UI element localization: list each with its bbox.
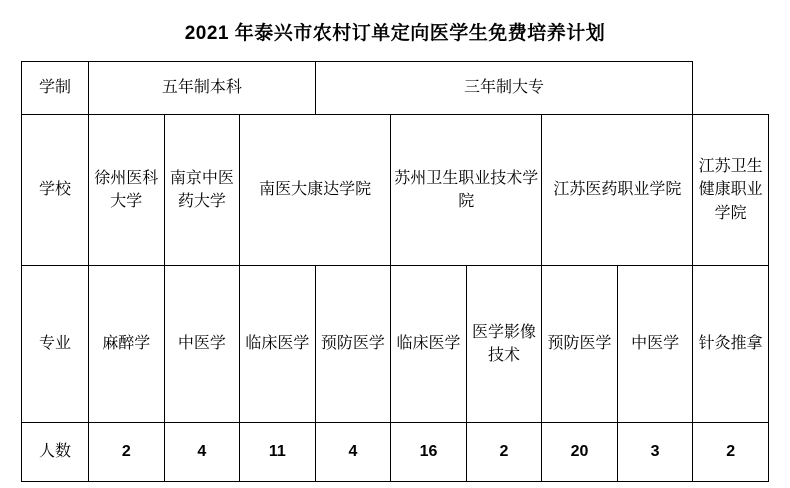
row-label-school: 学校 (22, 115, 89, 266)
count-cell-5: 2 (466, 423, 542, 482)
school-cell-1: 南京中医药大学 (164, 115, 240, 266)
page-title: 2021 年泰兴市农村订单定向医学生免费培养计划 (184, 23, 606, 44)
training-plan-table (21, 61, 769, 482)
row-label-level: 学制 (22, 62, 89, 115)
level-cell-college: 三年制大专 (315, 62, 693, 115)
major-cell-2: 临床医学 (240, 266, 316, 423)
table-row-major (22, 266, 769, 423)
row-label-count: 人数 (22, 423, 89, 482)
major-cell-6: 预防医学 (542, 266, 618, 423)
school-cell-5: 江苏卫生健康职业学院 (693, 115, 769, 266)
major-cell-4: 临床医学 (391, 266, 467, 423)
school-cell-4: 江苏医药职业学院 (542, 115, 693, 266)
count-cell-2: 11 (240, 423, 316, 482)
count-cell-6: 20 (542, 423, 618, 482)
count-cell-7: 3 (617, 423, 693, 482)
major-cell-3: 预防医学 (315, 266, 391, 423)
school-cell-3: 苏州卫生职业技术学院 (391, 115, 542, 266)
major-cell-8: 针灸推拿 (693, 266, 769, 423)
major-cell-5: 医学影像技术 (466, 266, 542, 423)
level-cell-undergraduate: 五年制本科 (89, 62, 316, 115)
count-cell-1: 4 (164, 423, 240, 482)
count-cell-0: 2 (89, 423, 165, 482)
school-cell-0: 徐州医科大学 (89, 115, 165, 266)
major-cell-7: 中医学 (617, 266, 693, 423)
major-cell-1: 中医学 (164, 266, 240, 423)
major-cell-0: 麻醉学 (89, 266, 165, 423)
count-cell-8: 2 (693, 423, 769, 482)
school-cell-2: 南医大康达学院 (240, 115, 391, 266)
table-row-level (22, 62, 769, 115)
row-label-major: 专业 (22, 266, 89, 423)
table-row-school (22, 115, 769, 266)
count-cell-3: 4 (315, 423, 391, 482)
count-cell-4: 16 (391, 423, 467, 482)
table-row-count (22, 423, 769, 482)
